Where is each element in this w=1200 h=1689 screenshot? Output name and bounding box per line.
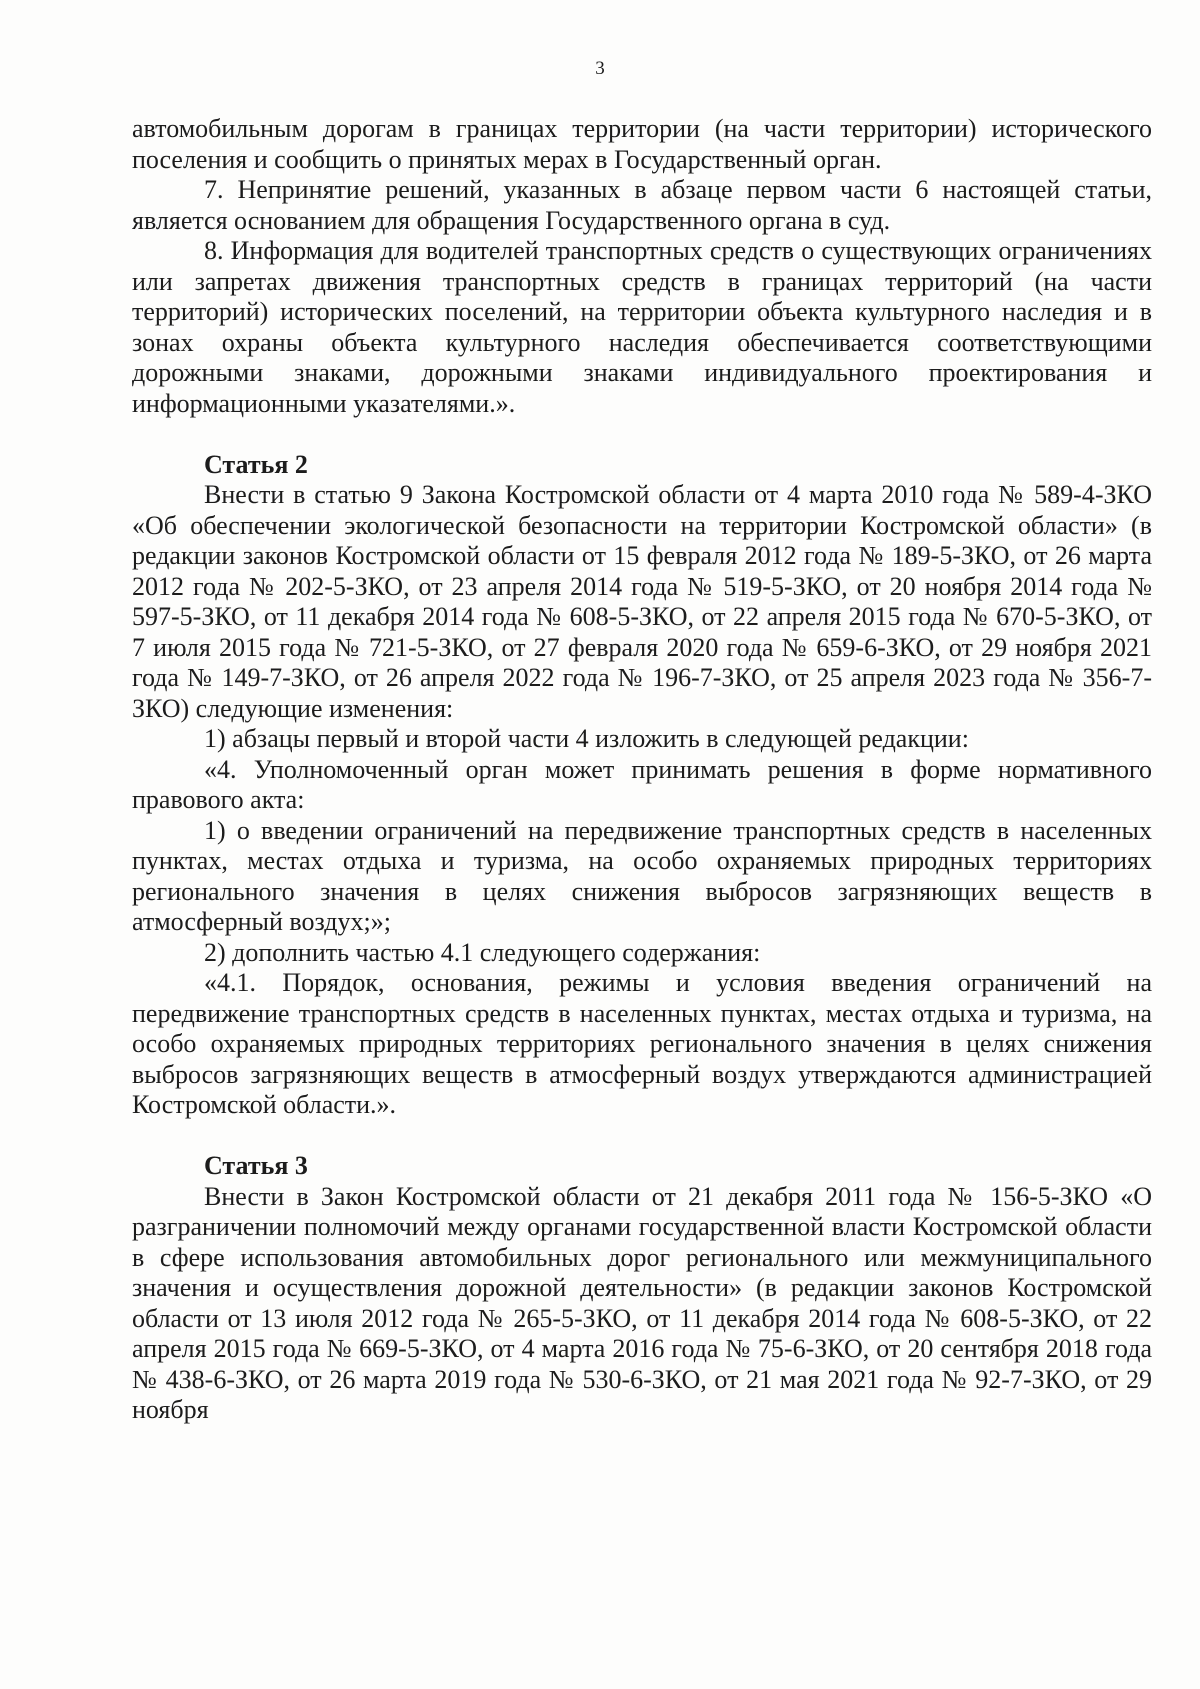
article-3-heading: Статья 3 <box>204 1151 308 1180</box>
article-2-heading: Статья 2 <box>204 449 308 479</box>
article-2-part-4-1: «4.1. Порядок, основания, режимы и условия введения ограничений на передвижение транспортных средств в населенных пунктах, местах отдыха и туризма, на особо охраняемых природных территориях регионального значения в целях снижения выбросов загрязняющих веществ в атмосферный воздух утверждаются администрацией Костромской области.». <box>132 968 1152 1119</box>
article-3-intro: Внести в Закон Костромской области от 21 декабря 2011 года № 156-5-ЗКО «О разграничении полномочий между органами государственной власти Костромской области в сфере использования автомобильных дорог регионального или межмуниципального значения и осуществления дорожной деятельности» (в редакции законов Костромской области от 13 июля 2012 года № 265-5-ЗКО, от 11 декабря 2014 года № 608-5-ЗКО, от 22 апреля 2015 года № 669-5-ЗКО, от 4 марта 2016 года № 75-6-ЗКО, от 20 сентября 2018 года № 438-6-ЗКО, от 26 марта 2019 года № 530-6-ЗКО, от 21 мая 2021 года № 92-7-ЗКО, от 29 ноября <box>132 1181 1152 1424</box>
paragraph-continuation: автомобильным дорогам в границах территории (на части территории) исторического поселения и сообщить о принятых мерах в Государственный орган. <box>132 114 1152 174</box>
article-2-change-1: 1) абзацы первый и второй части 4 изложить в следующей редакции: <box>204 724 969 753</box>
document-body <box>132 114 1152 1426</box>
spacer <box>132 419 1152 450</box>
article-2-intro: Внести в статью 9 Закона Костромской области от 4 марта 2010 года № 589-4-ЗКО «Об обеспечении экологической безопасности на территории Костромской области» (в редакции законов Костромской области от 15 февраля 2012 года № 189-5-ЗКО, от 26 марта 2012 года № 202-5-ЗКО, от 23 апреля 2014 года № 519-5-ЗКО, от 20 ноября 2014 года № 597-5-ЗКО, от 11 декабря 2014 года № 608-5-ЗКО, от 22 апреля 2015 года № 670-5-ЗКО, от 7 июля 2015 года № 721-5-ЗКО, от 27 февраля 2020 года № 659-6-ЗКО, от 29 ноября 2021 года № 149-7-ЗКО, от 26 апреля 2022 года № 196-7-ЗКО, от 25 апреля 2023 года № 356-7-ЗКО) следующие изменения: <box>132 480 1152 723</box>
paragraph-item-7: 7. Непринятие решений, указанных в абзаце первом части 6 настоящей статьи, является основанием для обращения Государственного органа в суд. <box>132 175 1152 235</box>
paragraph-item-8: 8. Информация для водителей транспортных средств о существующих ограничениях или запретах движения транспортных средств в границах территорий (на части территорий) исторических поселений, на территории объекта культурного наследия и в зонах охраны объекта культурного наследия обеспечивается соответствующими дорожными знаками, дорожными знаками индивидуального проектирования и информационными указателями.». <box>132 236 1152 418</box>
article-2-part-4: «4. Уполномоченный орган может принимать решения в форме нормативного правового акта: <box>132 754 1152 814</box>
page-number: 3 <box>595 58 605 79</box>
article-2-part-4-item-1: 1) о введении ограничений на передвижение транспортных средств в населенных пунктах, местах отдыха и туризма, на особо охраняемых природных территориях регионального значения в целях снижения выбросов загрязняющих веществ в атмосферный воздух;»; <box>132 815 1152 936</box>
spacer <box>132 1121 1152 1152</box>
article-2-change-2: 2) дополнить частью 4.1 следующего содержания: <box>204 937 761 967</box>
